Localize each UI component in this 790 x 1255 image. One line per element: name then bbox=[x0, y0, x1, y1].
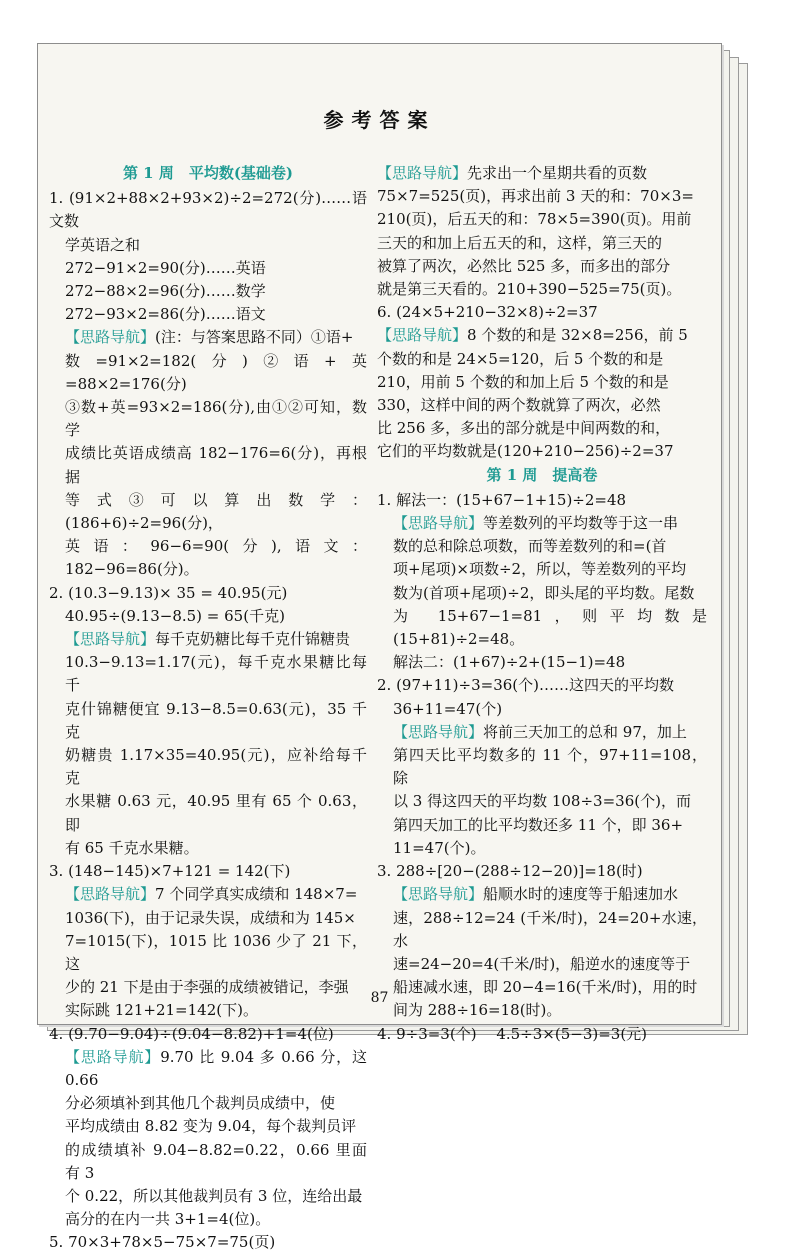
answer-line: 210，用前 5 个数的和加上后 5 个数的和是 bbox=[377, 372, 669, 391]
answer-line: 高分的在内一共 3+1=4(位)。 bbox=[65, 1210, 271, 1229]
page-number: 87 bbox=[370, 990, 389, 1006]
answer-line: 个数的和是 24×5=120，后 5 个数的和是 bbox=[377, 349, 664, 368]
answer-line: 克什锦糖便宜 9.13−8.5=0.63(元)，35 千克 bbox=[65, 699, 367, 741]
answer-line: 少的 21 下是由于李强的成绩被错记，李强 bbox=[65, 978, 349, 997]
hint-text: 将前三天加工的总和 97，加上 bbox=[483, 722, 687, 741]
answer-line: 6. (24×5+210−32×8)÷2=37 bbox=[377, 303, 598, 322]
answer-line: 水果糖 0.63 元，40.95 里有 65 个 0.63，即 bbox=[65, 792, 367, 834]
hint-line bbox=[377, 721, 707, 744]
hint-tag: 【思路导航】 bbox=[65, 630, 156, 649]
answer-line: 210(页)，后五天的和：78×5=390(页)。用前 bbox=[377, 210, 692, 229]
answer-line: 40.95÷(9.13−8.5) = 65(千克) bbox=[65, 606, 285, 625]
page-title: 参考答案 bbox=[323, 108, 436, 132]
answer-line: ③数+英=93×2=186(分),由①②可知，数学 bbox=[65, 398, 367, 440]
answer-line: 272−91×2=90(分)……英语 bbox=[65, 258, 266, 277]
answer-line: 被算了两次，必然比 525 多，而多出的部分 bbox=[377, 256, 671, 275]
answer-line: 1036(下)，由于记录失误，成绩和为 145× bbox=[65, 908, 356, 927]
hint-line bbox=[377, 883, 707, 906]
hint-line bbox=[377, 512, 707, 535]
hint-text: 每千克奶糖比每千克什锦糖贵 bbox=[155, 630, 351, 649]
hint-line bbox=[49, 326, 367, 349]
answer-line: 个 0.22，所以其他裁判员有 3 位，连给出最 bbox=[65, 1186, 363, 1205]
answer-line: 10.3−9.13=1.17(元)，每千克水果糖比每千 bbox=[65, 653, 367, 695]
section-heading: 第 1 周 平均数(基础卷) bbox=[122, 164, 294, 182]
hint-text: 船顺水时的速度等于船速加水 bbox=[483, 885, 679, 904]
answer-line: 4. (9.70−9.04)÷(9.04−8.82)+1=4(位) bbox=[49, 1024, 334, 1043]
answer-line: 3. (148−145)×7+121 = 142(下) bbox=[49, 862, 291, 881]
answer-line: 为 15+67−1=81，则平均数是(15+81)÷2=48。 bbox=[393, 606, 707, 649]
answer-line: 它们的平均数就是(120+210−256)÷2=37 bbox=[377, 442, 674, 461]
answer-line: 1. 解法一：(15+67−1+15)÷2=48 bbox=[377, 490, 627, 509]
hint-tag: 【思路导航】 bbox=[377, 326, 468, 345]
answer-line: 奶糖贵 1.17×35=40.95(元)，应补给每千克 bbox=[65, 746, 367, 788]
answer-line: 数的总和除总项数，而等差数列的和=(首 bbox=[393, 537, 667, 556]
answer-line: 数=91×2=182(分)②语+英=88×2=176(分) bbox=[65, 351, 367, 393]
answer-line: 11=47(个)。 bbox=[393, 838, 486, 857]
answer-line: 7=1015(下)，1015 比 1036 少了 21 下，这 bbox=[65, 931, 367, 973]
answer-line: 有 65 千克水果糖。 bbox=[65, 838, 199, 857]
answer-line: 以 3 得这四天的平均数 108÷3=36(个)，而 bbox=[393, 792, 691, 811]
answer-line: 3. 288÷[20−(288÷12−20)]=18(时) bbox=[377, 862, 643, 881]
hint-text: 等差数列的平均数等于这一串 bbox=[483, 514, 679, 533]
hint-text: (注：与答案思路不同）①语+ bbox=[155, 328, 354, 347]
answer-line: 间为 288÷16=18(时)。 bbox=[393, 1001, 562, 1020]
hint-text: 7 个同学真实成绩和 148×7= bbox=[155, 885, 358, 904]
answer-line: 272−93×2=86(分)……语文 bbox=[65, 305, 266, 324]
left-column bbox=[49, 162, 367, 1255]
hint-tag: 【思路导航】 bbox=[377, 164, 468, 182]
answer-line: 等式③可以算出数学：(186+6)÷2=96(分)， bbox=[65, 490, 367, 533]
hint-line bbox=[49, 883, 367, 906]
answer-line: 5. 70×3+78×5−75×7=75(页) bbox=[49, 1233, 276, 1252]
answer-line: 项+尾项)×项数÷2，所以，等差数列的平均 bbox=[393, 560, 687, 579]
answer-line: 就是第三天看的。210+390−525=75(页)。 bbox=[377, 280, 682, 299]
answer-line: 的成绩填补 9.04−8.82=0.22，0.66 里面有 3 bbox=[65, 1140, 367, 1182]
answer-line: 三天的和加上后五天的和，这样，第三天的 bbox=[377, 233, 663, 252]
hint-line bbox=[377, 162, 707, 185]
hint-line bbox=[377, 324, 707, 347]
answer-line: 学英语之和 bbox=[65, 235, 141, 254]
answer-line: 272−88×2=96(分)……数学 bbox=[65, 282, 266, 301]
answer-line: 解法二：(1+67)÷2+(15−1)=48 bbox=[393, 653, 626, 672]
hint-line bbox=[49, 628, 367, 651]
hint-tag: 【思路导航】 bbox=[65, 1047, 161, 1066]
answer-line: 75×7=525(页)，再求出前 3 天的和：70×3= bbox=[377, 187, 694, 206]
answer-line: 成绩比英语成绩高 182−176=6(分)，再根据 bbox=[65, 444, 367, 486]
answer-line: 比 256 多，多出的部分就是中间两数的和， bbox=[377, 419, 671, 438]
answer-line: 36+11=47(个) bbox=[393, 699, 503, 718]
hint-tag: 【思路导航】 bbox=[393, 722, 484, 741]
answer-line: 平均成绩由 8.82 变为 9.04，每个裁判员评 bbox=[65, 1117, 357, 1136]
hint-text: 8 个数的和是 32×8=256，前 5 bbox=[467, 326, 688, 345]
answer-line: 2. (97+11)÷3=36(个)……这四天的平均数 bbox=[377, 676, 674, 695]
answer-line: 第四天比平均数多的 11 个，97+11=108，除 bbox=[393, 746, 707, 788]
hint-tag: 【思路导航】 bbox=[393, 885, 484, 904]
answer-page bbox=[37, 43, 722, 1252]
hint-tag: 【思路导航】 bbox=[393, 514, 484, 533]
answer-line: 速，288÷12=24 (千米/时)，24=20+水速，水 bbox=[393, 908, 707, 950]
answer-line: 330，这样中间的两个数就算了两次，必然 bbox=[377, 396, 661, 415]
answer-line: 2. (10.3−9.13)× 35 = 40.95(元) bbox=[49, 583, 288, 602]
answer-line: 4. 9÷3=3(个) 4.5÷3×(5−3)=3(元) bbox=[377, 1024, 648, 1043]
answer-line: 英语：96−6=90(分),语文：182−96=86(分)。 bbox=[65, 537, 367, 579]
answer-line: 第四天加工的比平均数还多 11 个，即 36+ bbox=[393, 815, 684, 834]
hint-tag: 【思路导航】 bbox=[65, 885, 156, 904]
right-column bbox=[377, 162, 707, 1046]
hint-tag: 【思路导航】 bbox=[65, 328, 156, 347]
answer-line: 实际跳 121+21=142(下)。 bbox=[65, 1001, 258, 1020]
answer-line: 速=24−20=4(千米/时)，船逆水的速度等于 bbox=[393, 954, 691, 973]
section-heading: 第 1 周 提高卷 bbox=[486, 465, 598, 484]
answer-line: 船速减水速，即 20−4=16(千米/时)，用的时 bbox=[393, 978, 698, 997]
answer-line: 数为(首项+尾项)÷2，即头尾的平均数。尾数 bbox=[393, 583, 695, 602]
answer-line: 分必须填补到其他几个裁判员成绩中，使 bbox=[65, 1094, 336, 1113]
hint-line bbox=[49, 1046, 367, 1092]
hint-text: 先求出一个星期共看的页数 bbox=[467, 164, 648, 182]
hint-text: 9.70 比 9.04 多 0.66 分，这 0.66 bbox=[65, 1047, 367, 1089]
answer-line: 1. (91×2+88×2+93×2)÷2=272(分)……语文数 bbox=[49, 189, 367, 231]
